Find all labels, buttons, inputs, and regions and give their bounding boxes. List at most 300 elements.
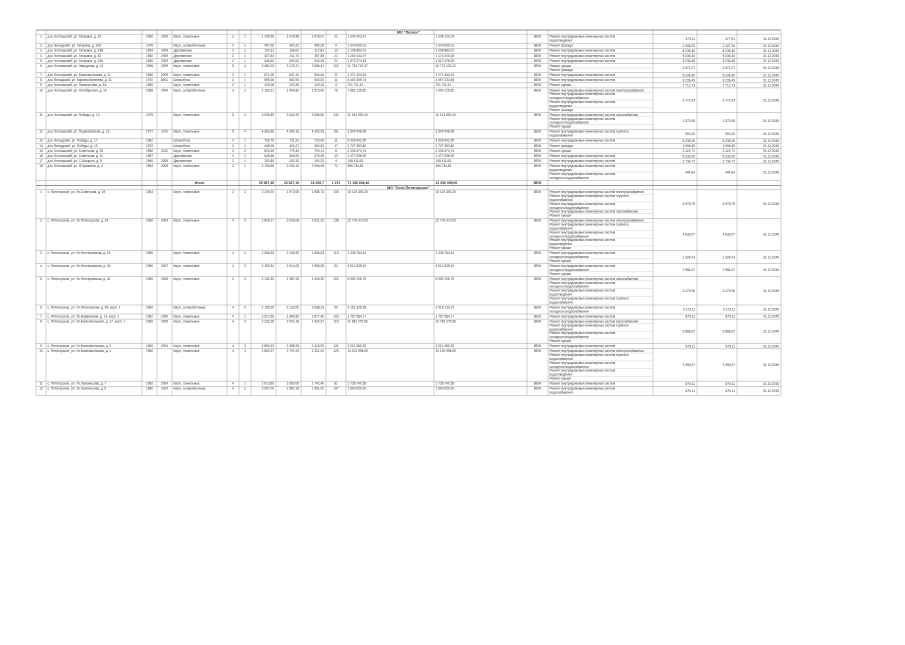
cost-cell: 8 236,45 bbox=[682, 48, 695, 53]
total-value: 71 168 606,46 bbox=[347, 181, 370, 186]
data-cell: 1 973,90 bbox=[311, 88, 324, 93]
data-cell: 11 bbox=[334, 138, 338, 143]
work-type-text: Ремонт внутридомовых инженерных систем bbox=[549, 305, 616, 310]
work-type-text: Ремонт внутридомовых инженерных систем bbox=[549, 34, 616, 39]
section-title: МО "Лесное" bbox=[396, 30, 421, 35]
work-type-text: Ремонт внутридомовых инженерных систем электроснабжения bbox=[549, 349, 644, 354]
cost-cell: 1 328,74 bbox=[722, 255, 735, 260]
data-cell: 2 809,27 bbox=[261, 218, 274, 223]
data-cell: 1 736 740,55 bbox=[347, 381, 367, 386]
work-type-text: Ремонт внутридомовых инженерных систем газоснабжения bbox=[549, 319, 639, 324]
data-cell: 497,96 bbox=[264, 43, 274, 48]
data-cell: 1960 bbox=[145, 218, 154, 223]
cost-cell: 8 236,45 bbox=[682, 59, 695, 64]
work-type-text: Ремонт внутридомовых инженерных систем bbox=[549, 53, 616, 58]
wall-material-cell: Шлакоблок bbox=[173, 78, 191, 83]
data-cell: 2 bbox=[232, 43, 234, 48]
wall-material-cell: Деревянные bbox=[173, 154, 192, 158]
data-cell: 2 bbox=[244, 88, 246, 93]
address-cell: с. Пятигорское, ул. Ул.Нестеровская, д. 40 bbox=[47, 264, 111, 268]
cost-cell: 31.12.2045 bbox=[763, 159, 779, 164]
data-cell: 2 bbox=[232, 73, 234, 77]
data-cell: 7 bbox=[40, 73, 42, 77]
cost-cell: 31.12.2045 bbox=[763, 329, 779, 334]
data-cell: 90 bbox=[334, 305, 338, 310]
data-cell: 8 bbox=[335, 148, 337, 153]
wall-material-cell: Шлакоблок bbox=[173, 138, 191, 143]
cost-cell: 8 236,45 bbox=[722, 138, 735, 143]
data-cell: 3 bbox=[244, 218, 246, 223]
work-type-text: Ремонт фасада bbox=[549, 67, 573, 72]
data-cell: 1 987,26 bbox=[286, 276, 299, 281]
data-cell: 103,80 bbox=[264, 159, 274, 164]
data-cell: 1 880,80 bbox=[286, 314, 299, 319]
wall-material-cell: Деревянные bbox=[173, 48, 192, 53]
cost-cell: 31.12.2045 bbox=[763, 255, 779, 260]
work-type-text: водоснабжения bbox=[549, 226, 573, 231]
cost-cell: 31.12.2045 bbox=[763, 138, 779, 143]
cost-cell: 3 772,43 bbox=[682, 98, 695, 103]
data-cell: 1 bbox=[244, 83, 246, 88]
wall-material-cell: Деревянные bbox=[173, 58, 192, 63]
work-type-text: водоотведения bbox=[549, 103, 572, 108]
data-cell: 3 bbox=[244, 264, 246, 268]
data-cell: 4 064,18 bbox=[286, 129, 299, 134]
data-cell: 119 bbox=[333, 319, 339, 324]
address-cell: д.м. Котлашский, ул. Гагарина, д. 13в bbox=[47, 58, 103, 63]
total-value: 25 987,38 bbox=[258, 181, 274, 186]
address-cell: д.м. Вельдский, ул. Победы, д. 19 bbox=[47, 143, 98, 148]
address-cell: д.м. Котлашский, ул. Советская, д. 25 bbox=[47, 148, 104, 153]
address-cell: с. Пятигорское, ул. Ул.Пятигорская, д. 24 bbox=[47, 218, 109, 223]
cost-cell: 31.12.2045 bbox=[763, 268, 779, 273]
data-cell: 112,81 bbox=[314, 48, 324, 53]
data-cell: 100,10 bbox=[289, 159, 299, 164]
wall-material-cell: Шлакоблок bbox=[173, 143, 191, 148]
cost-cell: 875,11 bbox=[685, 381, 695, 386]
data-cell: 2009 bbox=[160, 53, 169, 58]
data-cell: 1 bbox=[244, 164, 246, 169]
data-cell: 1960 bbox=[145, 34, 154, 39]
data-cell: 4 bbox=[232, 319, 234, 324]
data-cell: 4 bbox=[335, 159, 337, 164]
data-cell: 2009 bbox=[160, 34, 169, 39]
cost-cell: 5 978,79 bbox=[722, 202, 735, 207]
address-cell: с. Пятигорское, ул. Ул.Ломоносова, д. 7 bbox=[47, 381, 107, 386]
wall-material-cell: Кирп., шлакоблочные bbox=[173, 305, 206, 310]
data-cell: 1 bbox=[244, 143, 246, 148]
data-cell: 2 605 408,95 bbox=[347, 129, 367, 134]
cost-cell: 2 127,34 bbox=[722, 43, 735, 48]
data-cell: 1 736 740,55 bbox=[435, 381, 455, 386]
data-cell: 2 088,23 bbox=[311, 305, 324, 310]
data-cell: 10 bbox=[39, 349, 43, 354]
data-cell: 21 bbox=[334, 73, 338, 77]
address-cell: с. Пятигорское, ул. Ул.Пятигорская, д. 45, корп. 1 bbox=[47, 305, 121, 310]
data-cell: 1999 bbox=[160, 314, 169, 319]
data-cell: 1960 bbox=[145, 53, 154, 58]
data-cell: 1 972,05 bbox=[286, 190, 299, 195]
data-cell: 4 bbox=[232, 264, 234, 268]
address-cell: с. Пятигорское, ул. Ул.Нестеровская, д. 16 bbox=[47, 251, 111, 256]
data-cell: 4 bbox=[40, 53, 42, 58]
wall-material-cell: Кирп., шлакоблочные bbox=[173, 88, 206, 93]
data-cell: 1 271 404,02 bbox=[347, 73, 367, 77]
data-cell: 2010 bbox=[160, 148, 169, 153]
data-cell: 15 bbox=[39, 148, 43, 153]
data-cell: 9 bbox=[335, 43, 337, 48]
cost-cell: 31.12.2045 bbox=[763, 98, 779, 103]
address-cell: д.м. Вельдский, ул. Гагарина, д. 19А bbox=[47, 43, 102, 48]
work-type-text: Ремонт внутридомовых инженерных систем bbox=[549, 230, 616, 235]
data-cell: 3 bbox=[244, 344, 246, 349]
data-cell: 594,49 bbox=[314, 73, 324, 77]
data-cell: 4 bbox=[232, 314, 234, 319]
data-cell: 2 bbox=[232, 159, 234, 164]
address-cell: с. Пятигорское, ул. Ул.Комсомольская, д. 3 bbox=[47, 344, 112, 349]
data-cell: 4 bbox=[232, 276, 234, 281]
work-type-text: Ремонт внутридомовых инженерных систем электроснабжения bbox=[549, 190, 644, 195]
wall-material-cell: Кирп., панельные bbox=[173, 349, 200, 354]
cost-cell: 31.12.2045 bbox=[763, 288, 779, 293]
cost-cell: 3 179,30 bbox=[682, 288, 695, 293]
wall-material-cell: Кирп., шлакоблочные bbox=[173, 43, 206, 48]
address-cell: д.м. Вельдский, ул. Кирова-Матвеева, д. 11 bbox=[47, 78, 112, 83]
data-cell: 2 321,02 bbox=[311, 349, 324, 354]
data-cell: 4 402,93 bbox=[311, 129, 324, 134]
work-type-text: водоснабжения bbox=[549, 327, 573, 332]
data-cell: 10 bbox=[39, 88, 43, 93]
data-cell: 11 153 090,44 bbox=[347, 112, 368, 117]
data-cell: ВЕЖ bbox=[533, 148, 542, 153]
data-cell: 1 bbox=[244, 381, 246, 386]
data-cell: 1960 bbox=[145, 381, 154, 386]
data-cell: 3 bbox=[244, 319, 246, 324]
data-cell: 815,20 bbox=[264, 148, 274, 153]
work-type-text: холодного водоснабжения bbox=[549, 335, 589, 340]
data-cell: 2 bbox=[232, 78, 234, 83]
work-type-text: Ремонт внутридомовых инженерных систем горячего bbox=[549, 323, 629, 328]
data-cell: 119,10 bbox=[314, 83, 324, 88]
cost-cell: 8 236,45 bbox=[682, 54, 695, 59]
data-cell: 4 612 605,10 bbox=[347, 264, 367, 268]
data-cell: 2 916 730,37 bbox=[435, 305, 455, 310]
work-type-text: холодного водоснабжения bbox=[549, 234, 589, 239]
work-type-text: Ремонт внутридомовых инженерных систем bbox=[549, 368, 616, 373]
work-type-text: Ремонт внутридомовых инженерных систем bbox=[549, 238, 616, 243]
data-cell: ВЕЖ bbox=[533, 349, 542, 354]
data-cell: 2010 bbox=[160, 129, 169, 134]
work-type-text: Ремонт внутридомовых инженерных систем горячего bbox=[549, 129, 629, 134]
data-cell: 1 955,28 bbox=[311, 264, 324, 268]
data-cell: 1 008 883,01 bbox=[435, 48, 455, 53]
data-cell: 2009 bbox=[160, 159, 169, 164]
data-cell: 138 bbox=[333, 218, 339, 223]
data-cell: 1 924,67 bbox=[311, 319, 324, 324]
data-cell: 1976 bbox=[145, 43, 154, 48]
data-cell: 2 057,00 bbox=[261, 386, 274, 391]
data-cell: 287,55 bbox=[314, 53, 324, 58]
work-type-text: холодного водоснабжения bbox=[549, 267, 589, 272]
data-cell: 1 bbox=[244, 154, 246, 158]
cost-cell: 31.12.2045 bbox=[763, 344, 779, 349]
address-cell: д.м. Котлашский, ул. Первомайская, д. 16 bbox=[47, 129, 110, 134]
data-cell: 1 bbox=[244, 73, 246, 77]
data-cell: 1 bbox=[244, 314, 246, 319]
work-type-text: водоснабжения bbox=[549, 357, 573, 361]
cost-cell: 900,10 bbox=[685, 131, 695, 136]
address-cell: д.м. Котлашский, ул. Октябрьская, д. 19 bbox=[47, 88, 107, 93]
data-cell: 552,90 bbox=[289, 78, 299, 83]
cost-cell: 3 122,71 bbox=[682, 149, 695, 154]
data-cell: ВЕЖ bbox=[533, 88, 542, 93]
data-cell: 2 435 374,74 bbox=[435, 148, 455, 153]
data-cell: 103 bbox=[333, 314, 339, 319]
data-cell: 10 774 130,21 bbox=[435, 64, 456, 68]
data-cell: 81 bbox=[334, 381, 338, 386]
cost-cell: 8 236,45 bbox=[722, 78, 735, 83]
work-type-text: холодного водоснабжения bbox=[549, 364, 589, 369]
data-cell: 4 612 605,10 bbox=[435, 264, 455, 268]
data-cell: 4 363,66 bbox=[261, 129, 274, 134]
data-cell: ВЕЖ bbox=[533, 164, 542, 169]
data-cell: 103 bbox=[333, 276, 339, 281]
data-cell: ВЕЖ bbox=[533, 154, 542, 158]
data-cell: 2 bbox=[232, 138, 234, 143]
work-type-text: Ремонт внутридомовых инженерных систем горячего bbox=[549, 296, 629, 301]
work-type-text: Ремонт внутридомовых инженерных систем bbox=[549, 331, 616, 336]
work-type-text: Ремонт внутридомовых инженерных систем газоснабжения bbox=[549, 112, 639, 117]
total-value: 18 208,7 bbox=[310, 181, 324, 186]
work-type-text: Ремонт крыши bbox=[549, 124, 572, 129]
wall-material-cell: Кирп., шлакоблочные bbox=[173, 386, 206, 391]
work-type-text: водоотведения bbox=[549, 38, 572, 43]
data-cell: 1 271 404,02 bbox=[435, 73, 455, 77]
data-cell: 671,05 bbox=[264, 73, 274, 77]
data-cell: 495 744,81 bbox=[435, 164, 452, 169]
data-cell: 2 bbox=[232, 190, 234, 195]
data-cell: 1 108 883,01 bbox=[347, 48, 367, 53]
work-type-text: Ремонт внутридомовых инженерных систем bbox=[549, 381, 616, 386]
data-cell: 549,66 bbox=[264, 154, 274, 158]
data-cell: 1 696,63 bbox=[311, 251, 324, 256]
data-cell: 1 008 120,04 bbox=[435, 34, 455, 39]
address-cell: д.м. Котлашский, ул. Ф.Крымина, д. 4 bbox=[47, 164, 103, 169]
data-cell: 1 955,74 bbox=[311, 190, 324, 195]
cost-cell: 8 236,45 bbox=[722, 59, 735, 64]
cost-cell: 2 986,27 bbox=[682, 268, 695, 273]
data-cell: 18 bbox=[39, 164, 43, 169]
data-cell: 108 bbox=[333, 190, 339, 195]
work-type-text: Ремонт внутридомовых инженерных систем bbox=[549, 100, 616, 104]
cost-cell: 3 173,11 bbox=[722, 307, 735, 312]
data-cell: 995 744,81 bbox=[347, 164, 364, 169]
data-cell: 1 bbox=[244, 48, 246, 53]
data-cell: 7 509 125,82 bbox=[435, 88, 455, 93]
data-cell: 1 981,00 bbox=[311, 386, 324, 391]
data-cell: 1 bbox=[244, 43, 246, 48]
data-cell: 2004 bbox=[160, 218, 169, 223]
work-type-text: Ремонт крыши bbox=[549, 213, 572, 218]
data-cell: 2 159,34 bbox=[261, 264, 274, 268]
data-cell: 2004 bbox=[160, 386, 169, 391]
address-cell: с. Пятигорское, ул. Ул.Ломоносова, д. 5 bbox=[47, 386, 107, 391]
cost-cell: 5 978,79 bbox=[682, 202, 695, 207]
data-cell: 1 bbox=[244, 34, 246, 39]
data-cell: 2 060,09 bbox=[286, 381, 299, 386]
data-cell: 2 bbox=[232, 154, 234, 158]
cost-cell: 875,11 bbox=[685, 314, 695, 319]
data-cell: 779,40 bbox=[289, 148, 299, 153]
data-cell: 2 435 374,74 bbox=[347, 148, 367, 153]
data-cell: 10 119 339,20 bbox=[435, 190, 456, 195]
work-type-text: Ремонт внутридомовых инженерных систем горячего bbox=[549, 353, 629, 358]
data-cell: 3 bbox=[232, 88, 234, 93]
total-value: ВЕЖ bbox=[533, 181, 542, 186]
work-type-text: холодного водоснабжения bbox=[549, 309, 589, 314]
work-type-text: Ремонт внутридомовых инженерных систем bbox=[549, 314, 616, 319]
data-cell: 5 bbox=[232, 64, 234, 68]
data-cell: 1 408 784,51 bbox=[435, 251, 455, 256]
data-cell: 2009 bbox=[160, 48, 169, 53]
work-type-text: Ремонт внутридомовых инженерных систем bbox=[549, 138, 616, 143]
data-cell: 2 bbox=[232, 48, 234, 53]
data-cell: 12 bbox=[39, 386, 43, 391]
data-cell: 11 982 275,56 bbox=[347, 319, 368, 324]
work-type-text: холодного водоснабжения bbox=[549, 284, 589, 289]
data-cell: 2 109,20 bbox=[261, 190, 274, 195]
work-type-text: Ремонт внутридомовых инженерных систем горячего bbox=[549, 194, 629, 199]
data-cell: ВЕЖ bbox=[533, 58, 542, 63]
data-cell: 1 757 984,77 bbox=[435, 314, 455, 319]
data-cell: 6 990 106,76 bbox=[347, 276, 367, 281]
data-cell: 72 bbox=[334, 164, 338, 169]
data-cell: 2009 bbox=[160, 58, 169, 63]
data-cell: 1 737 983,60 bbox=[347, 143, 367, 148]
cost-cell: 31.12.2045 bbox=[763, 307, 779, 312]
address-cell: с. Пятигорское, ул. Ул.Советская, д. 19 bbox=[47, 190, 106, 195]
cost-cell: 3 372,27 bbox=[722, 66, 735, 71]
data-cell: 4 bbox=[244, 112, 246, 117]
data-cell: 1 737 983,60 bbox=[435, 143, 455, 148]
data-cell: ВЕЖ bbox=[533, 264, 542, 268]
cost-cell: 31.12.2045 bbox=[763, 381, 779, 386]
work-type-text: водоснабжения bbox=[549, 198, 573, 202]
data-cell: 10 119 339,20 bbox=[347, 190, 368, 195]
data-cell: 14 bbox=[39, 143, 43, 148]
data-cell: 2 498,28 bbox=[286, 344, 299, 349]
cost-cell: 444,64 bbox=[685, 170, 695, 175]
data-cell: 4 bbox=[232, 251, 234, 256]
data-cell: 1 742,40 bbox=[311, 381, 324, 386]
cost-cell: 8 236,45 bbox=[682, 154, 695, 159]
data-cell: 11 bbox=[334, 78, 338, 83]
data-cell: 1956 bbox=[145, 148, 154, 153]
data-cell: 3 442,29 bbox=[286, 112, 299, 117]
data-cell: 10 191 998,00 bbox=[435, 349, 456, 354]
work-type-text: водоотведения bbox=[549, 372, 572, 377]
data-cell: 2004 bbox=[160, 344, 169, 349]
cost-cell: 477,91 bbox=[725, 36, 735, 41]
data-cell: 3 bbox=[232, 148, 234, 153]
work-type-text: Ремонт внутридомовых инженерных систем bbox=[549, 201, 616, 206]
wall-material-cell: Кирп., панельные bbox=[173, 251, 200, 256]
work-type-text: Ремонт крыши bbox=[549, 339, 572, 343]
data-cell: 6 990 106,76 bbox=[435, 276, 455, 281]
data-cell: 12 bbox=[39, 129, 43, 134]
data-cell: 1977 bbox=[145, 129, 154, 134]
address-cell: д.м. Котлашский, ул. Гагарина, д. 29 bbox=[47, 34, 102, 39]
data-cell: 1954 bbox=[145, 48, 154, 53]
data-cell: ВЕЖ bbox=[533, 112, 542, 117]
data-cell: 4 bbox=[40, 264, 42, 268]
cost-cell: 31.12.2045 bbox=[763, 131, 779, 136]
work-type-text: Ремонт внутридомовых инженерных систем bbox=[549, 280, 616, 285]
work-type-text: Ремонт внутридомовых инженерных систем электроснабжения bbox=[549, 88, 644, 93]
total-label: Итого bbox=[194, 181, 205, 186]
cost-cell: 875,11 bbox=[725, 314, 735, 319]
work-type-text: Ремонт крыши bbox=[549, 83, 572, 88]
data-cell: 1 bbox=[244, 78, 246, 83]
wall-material-cell: Кирп., панельные bbox=[173, 83, 200, 88]
data-cell: 2 bbox=[232, 58, 234, 63]
data-cell: 17 bbox=[39, 159, 43, 164]
data-cell: 400,22 bbox=[289, 43, 299, 48]
data-cell: ВЕЖ bbox=[533, 344, 542, 349]
data-cell: 3 484,03 bbox=[261, 64, 274, 68]
work-type-text: Ремонт внутридомовых инженерных систем bbox=[549, 78, 616, 83]
cost-cell: 4 833,07 bbox=[722, 232, 735, 237]
cost-cell: 3 122,71 bbox=[722, 149, 735, 154]
data-cell: 151 bbox=[333, 129, 339, 134]
work-type-text: водоснабжения bbox=[549, 133, 573, 138]
data-cell: 17 bbox=[334, 143, 338, 148]
data-cell: 2005 bbox=[160, 276, 169, 281]
data-cell: 2 477 935,00 bbox=[347, 154, 367, 158]
cost-cell: 3 906,45 bbox=[682, 144, 695, 149]
work-type-text: Ремонт фасада bbox=[549, 107, 573, 112]
wall-material-cell: Кирп., панельные bbox=[173, 381, 200, 386]
wall-material-cell: Кирп., панельные bbox=[173, 264, 200, 268]
data-cell: 132 bbox=[333, 112, 339, 117]
data-cell: 1 906,06 bbox=[311, 164, 324, 169]
work-type-text: Ремонт внутридомовых инженерных систем bbox=[549, 48, 616, 53]
data-cell: 445,05 bbox=[264, 143, 274, 148]
work-type-text: Ремонт внутридомовых инженерных систем bbox=[549, 251, 616, 256]
data-cell: ВЕЖ bbox=[533, 276, 542, 281]
data-cell: 2 477 935,00 bbox=[435, 154, 455, 158]
data-cell: 1 987,28 bbox=[286, 386, 299, 391]
data-cell: 21 bbox=[334, 34, 338, 39]
data-cell: 455,28 bbox=[314, 43, 324, 48]
cost-cell: 8 236,45 bbox=[682, 78, 695, 83]
data-cell: ВЕЖ bbox=[533, 83, 542, 88]
data-cell: 10 782 375,56 bbox=[435, 319, 456, 324]
cost-cell: 3 372,27 bbox=[682, 66, 695, 71]
data-cell: 5 bbox=[40, 58, 42, 63]
cost-cell: 900,10 bbox=[725, 131, 735, 136]
work-type-text: Ремонт внутридомовых инженерных систем газоснабжения bbox=[549, 276, 639, 281]
data-cell: 1960 bbox=[145, 73, 154, 77]
work-type-text: Ремонт фасада bbox=[549, 43, 573, 48]
cost-cell: 3 372,65 bbox=[682, 119, 695, 123]
work-type-text: Ремонт крыши bbox=[549, 148, 572, 153]
wall-material-cell: Деревянные bbox=[173, 53, 192, 58]
wall-material-cell: Кирп., панельные bbox=[173, 34, 200, 39]
data-cell: 701 711,41 bbox=[347, 83, 364, 88]
cost-cell: 31.12.2045 bbox=[763, 43, 779, 48]
data-cell: 3 bbox=[40, 251, 42, 256]
